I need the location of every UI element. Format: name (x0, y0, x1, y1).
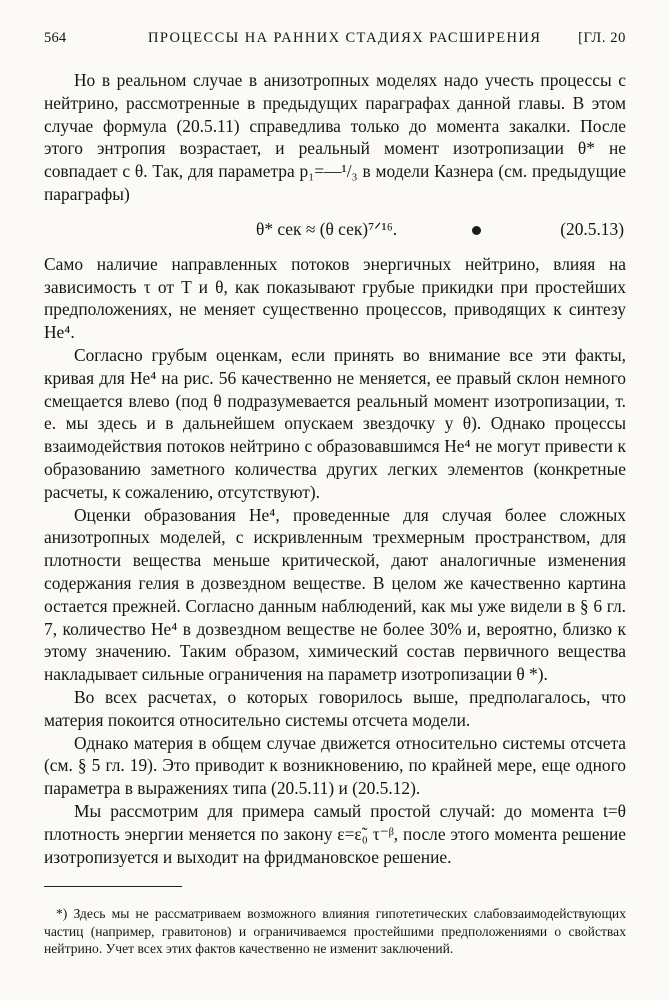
ink-blot (472, 226, 481, 235)
equation-number: (20.5.13) (560, 218, 624, 239)
display-formula (44, 209, 626, 249)
paragraph: Само наличие направленных потоков энергичных нейтрино, влияя на зависимость τ от T и θ, как показывают грубые прикидки при простейших предположениях, не меняет существенно процессов, приводящих к синтезу He⁴. (44, 253, 626, 343)
page-number: 564 (44, 30, 67, 46)
paragraph: Согласно грубым оценкам, если принять во внимание все эти факты, кривая для He⁴ на рис. 56 качественно не меняется, ее правый склон немного смещается влево (под θ подразумевается реальный момент изотропизации, т. е. мы здесь и в дальнейшем опускаем звездочку у θ). Однако процессы взаимодействия потоков нейтрино с образовавшимся He⁴ не могут привести к образованию заметного количества других легких элементов (конкретные расчеты, к сожалению, отсутствуют). (44, 344, 626, 502)
paragraph: Но в реальном случае в анизотропных моделях надо учесть процессы с нейтрино, рассмотренные в предыдущих параграфах данной главы. В этом случае формула (20.5.11) справедлива только до момента закалки. После этого энтропия возрастает, и реальный момент изотропизации θ* не совпадает с θ. Так, для параметра p₁=—¹/₃ в модели Казнера (см. предыдущие параграфы) (44, 70, 626, 204)
footnote-text: *) Здесь мы не рассматриваем возможного влияния гипотетических слабовзаимодействующих частиц (например, гравитонов) и ограничиваемся простейшими предположениями о свойствах нейтрино. Учет всех этих фактов качественно не изменит заключений. (44, 906, 626, 956)
paragraph: Мы рассмотрим для примера самый простой случай: до момента t=θ плотность энергии меняется по закону ε=ε̃₀ τ⁻ᵝ, после этого момента решение изотропизуется и выходит на фридмановское решение. (44, 800, 626, 867)
footnote-divider (44, 886, 182, 887)
paragraph: Однако материя в общем случае движется относительно системы отсчета (см. § 5 гл. 19). Это приводит к возникновению, по крайней мере, еще одного параметра в выражениях типа (20.5.11) и (20.5.12). (44, 732, 626, 799)
formula-expression: θ* сек ≈ (θ сек)⁷ᐟ¹⁶. (256, 218, 398, 239)
chapter-label: [ГЛ. 20 (578, 30, 626, 46)
running-header (44, 30, 626, 50)
paragraph: Оценки образования He⁴, проведенные для случая более сложных анизотропных моделей, с искривленным трехмерным пространством, для плотности вещества меньше критической, дают аналогичные изменения содержания гелия в дозвездном веществе. В целом же качественно картина остается прежней. Согласно данным наблюдений, как мы уже видели в § 6 гл. 7, количество He⁴ в дозвездном веществе не более 30% и, вероятно, близко к этому значению. Таким образом, химический состав первичного вещества накладывает сильные ограничения на параметр изотропизации θ *). (44, 504, 626, 685)
footnote (44, 905, 626, 958)
main-text (44, 69, 626, 868)
running-title: ПРОЦЕССЫ НА РАННИХ СТАДИЯХ РАСШИРЕНИЯ (148, 30, 542, 46)
paragraph: Во всех расчетах, о которых говорилось выше, предполагалось, что материя покоится относительно системы отсчета модели. (44, 686, 626, 730)
